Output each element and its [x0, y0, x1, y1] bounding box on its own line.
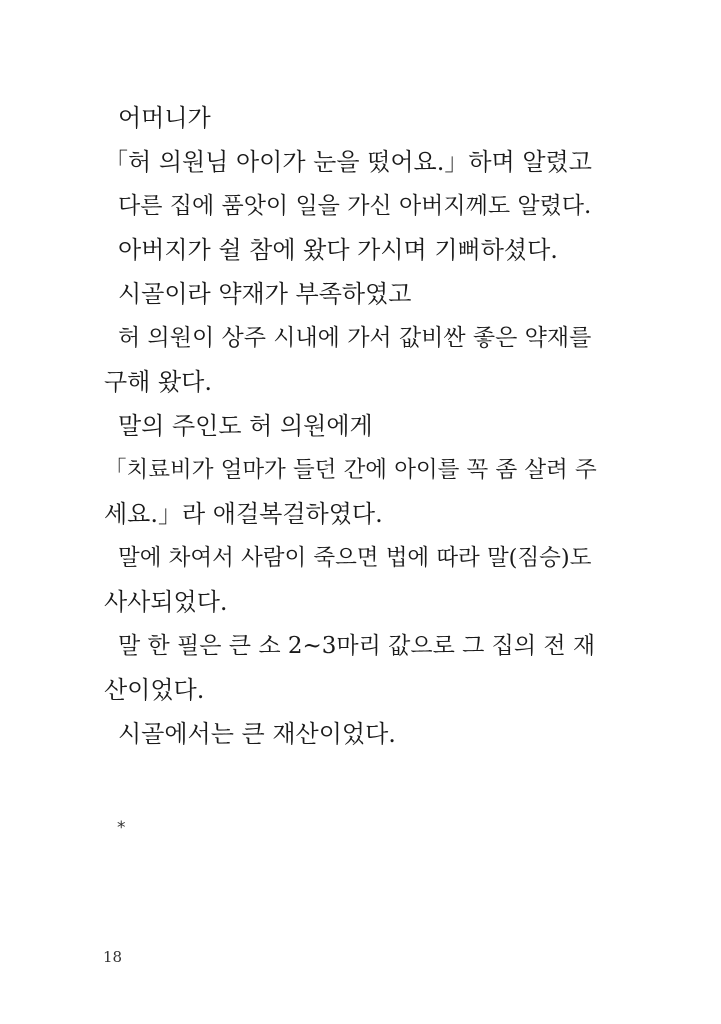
text-line: 「허 의원님 아이가 눈을 떴어요.」하며 알렸고 — [104, 148, 592, 176]
text-line: 구해 왔다. — [104, 368, 212, 396]
text-line: 사사되었다. — [104, 588, 228, 616]
section-separator: * — [117, 818, 126, 838]
page-number: 18 — [103, 948, 123, 966]
text-line: 「치료비가 얼마가 들던 간에 아이를 꼭 좀 살려 주 — [104, 457, 597, 483]
text-line: 아버지가 쉴 참에 왔다 가시며 기뻐하셨다. — [118, 236, 558, 264]
text-line: 말 한 필은 큰 소 2~3마리 값으로 그 집의 전 재 — [118, 633, 596, 659]
text-line: 다른 집에 품앗이 일을 가신 아버지께도 알렸다. — [118, 193, 592, 219]
text-line: 말에 차여서 사람이 죽으면 법에 따라 말(짐승)도 — [118, 545, 592, 571]
text-line: 시골에서는 큰 재산이었다. — [118, 720, 396, 748]
text-line: 시골이라 약재가 부족하였고 — [118, 280, 412, 308]
text-line: 어머니가 — [118, 104, 211, 132]
text-line: 산이었다. — [104, 676, 205, 704]
text-line: 말의 주인도 허 의원에게 — [118, 412, 373, 440]
text-line: 허 의원이 상주 시내에 가서 값비싼 좋은 약재를 — [118, 325, 592, 351]
text-line: 세요.」라 애걸복걸하였다. — [104, 500, 383, 528]
